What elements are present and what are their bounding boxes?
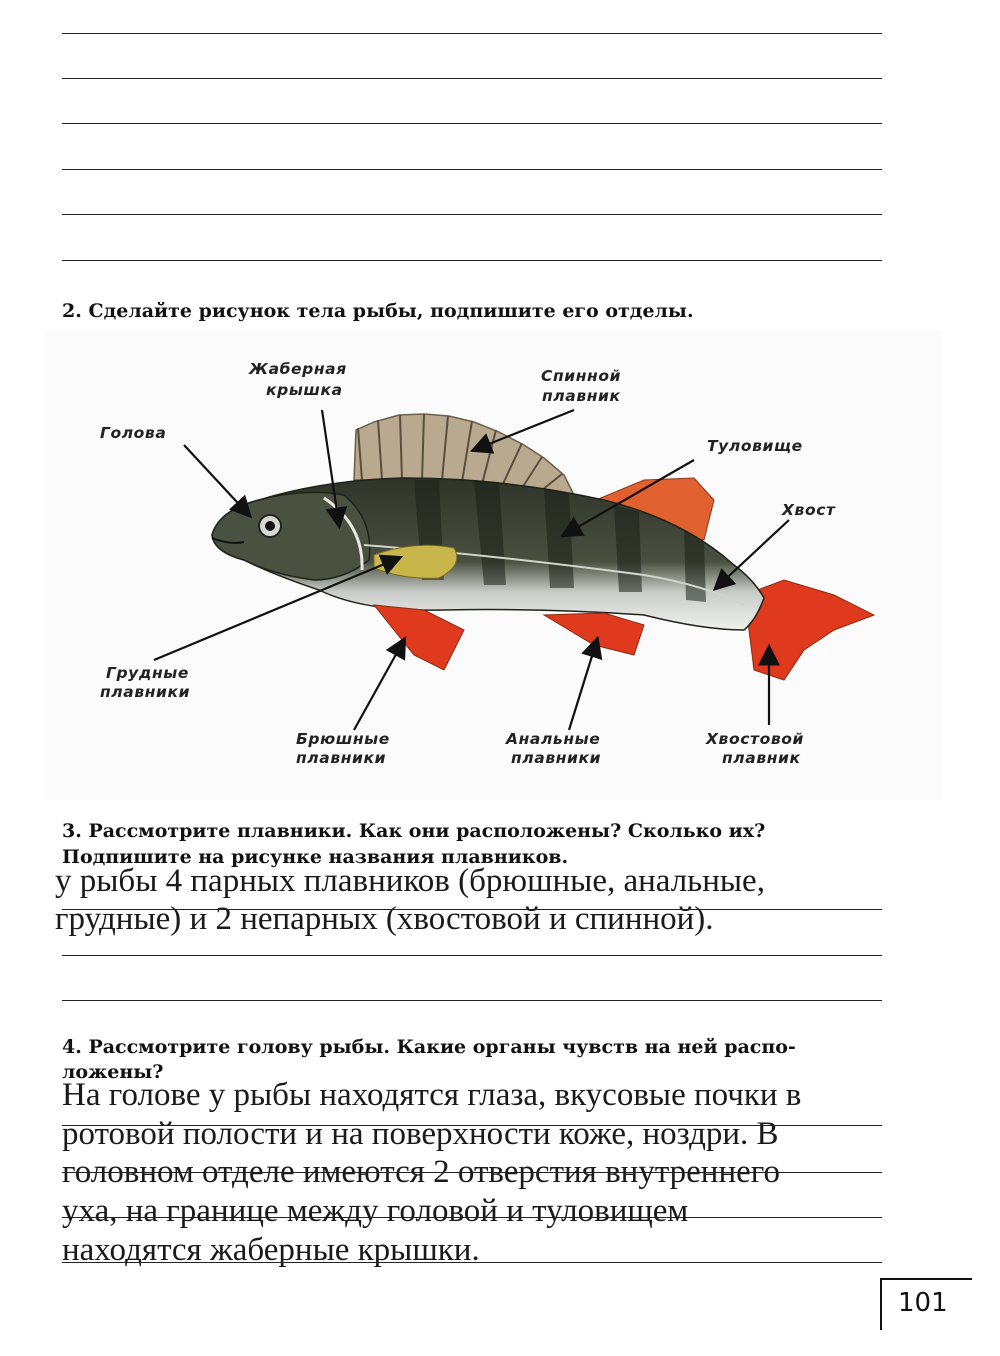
label-anal-2: плавники bbox=[511, 749, 602, 767]
answer-4-line-5: находятся жаберные крышки. bbox=[62, 1232, 480, 1268]
task-2-text: 2. Сделайте рисунок тела рыбы, подпишите его отделы. bbox=[62, 300, 694, 322]
label-caudal-2: плавник bbox=[722, 749, 801, 767]
label-head: Голова bbox=[100, 424, 167, 442]
label-anal-1: Анальные bbox=[506, 730, 601, 748]
arrow-head bbox=[184, 445, 249, 515]
label-caudal-1: Хвостовой bbox=[706, 730, 804, 748]
label-gill-cover-1: Жаберная bbox=[249, 360, 347, 378]
label-pelvic-1: Брюшные bbox=[296, 730, 390, 748]
label-tail: Хвост bbox=[782, 501, 836, 519]
task-3-line-2: Подпишите на рисунке названия плавников. bbox=[62, 846, 569, 868]
task-4-line-2: ложены? bbox=[62, 1061, 164, 1083]
label-dorsal-2: плавник bbox=[542, 387, 621, 405]
page-number: 101 bbox=[898, 1288, 948, 1318]
answer-4-line-1: На голове у рыбы находятся глаза, вкусовые почки в bbox=[62, 1077, 802, 1113]
answer-4-line-4: уха, на границе между головой и туловищем bbox=[62, 1193, 689, 1229]
writing-line bbox=[62, 78, 882, 79]
arrow-anal bbox=[569, 640, 597, 730]
writing-line bbox=[62, 123, 882, 124]
label-dorsal-1: Спинной bbox=[541, 367, 622, 385]
answer-4-line-2: ротовой полости и на поверхности коже, ноздри. В bbox=[62, 1116, 779, 1152]
answer-3-line-1: у рыбы 4 парных плавников (брюшные, анальные, bbox=[55, 863, 765, 899]
writing-line bbox=[62, 260, 882, 261]
writing-line bbox=[62, 33, 882, 34]
fish-figure bbox=[44, 330, 942, 800]
writing-line bbox=[62, 1125, 882, 1126]
label-trunk: Туловище bbox=[707, 437, 803, 455]
fish-head bbox=[212, 492, 370, 580]
label-pelvic-2: плавники bbox=[296, 749, 387, 767]
writing-line bbox=[62, 1000, 882, 1001]
fish-diagram bbox=[44, 330, 942, 800]
pelvic-fin bbox=[374, 605, 464, 670]
writing-line bbox=[62, 214, 882, 215]
label-gill-cover-2: крышка bbox=[266, 381, 343, 399]
answer-4-line-3: головном отделе имеются 2 отверстия внутреннего bbox=[62, 1154, 780, 1190]
writing-line bbox=[62, 1172, 882, 1173]
writing-line bbox=[62, 909, 882, 910]
writing-line bbox=[62, 1262, 882, 1263]
caudal-fin bbox=[744, 580, 874, 680]
writing-line bbox=[62, 169, 882, 170]
writing-line bbox=[62, 955, 882, 956]
answer-3-line-2: грудные) и 2 непарных (хвостовой и спинной). bbox=[55, 901, 714, 937]
writing-line bbox=[62, 1217, 882, 1218]
arrow-tail bbox=[716, 520, 789, 588]
task-3-line-1: 3. Рассмотрите плавники. Как они расположены? Сколько их? bbox=[62, 820, 766, 842]
task-4-line-1: 4. Рассмотрите голову рыбы. Какие органы чувств на ней распо- bbox=[62, 1036, 796, 1058]
label-pectoral-1: Грудные bbox=[106, 664, 190, 682]
arrow-pelvic bbox=[354, 640, 404, 730]
label-pectoral-2: плавники bbox=[100, 683, 191, 701]
